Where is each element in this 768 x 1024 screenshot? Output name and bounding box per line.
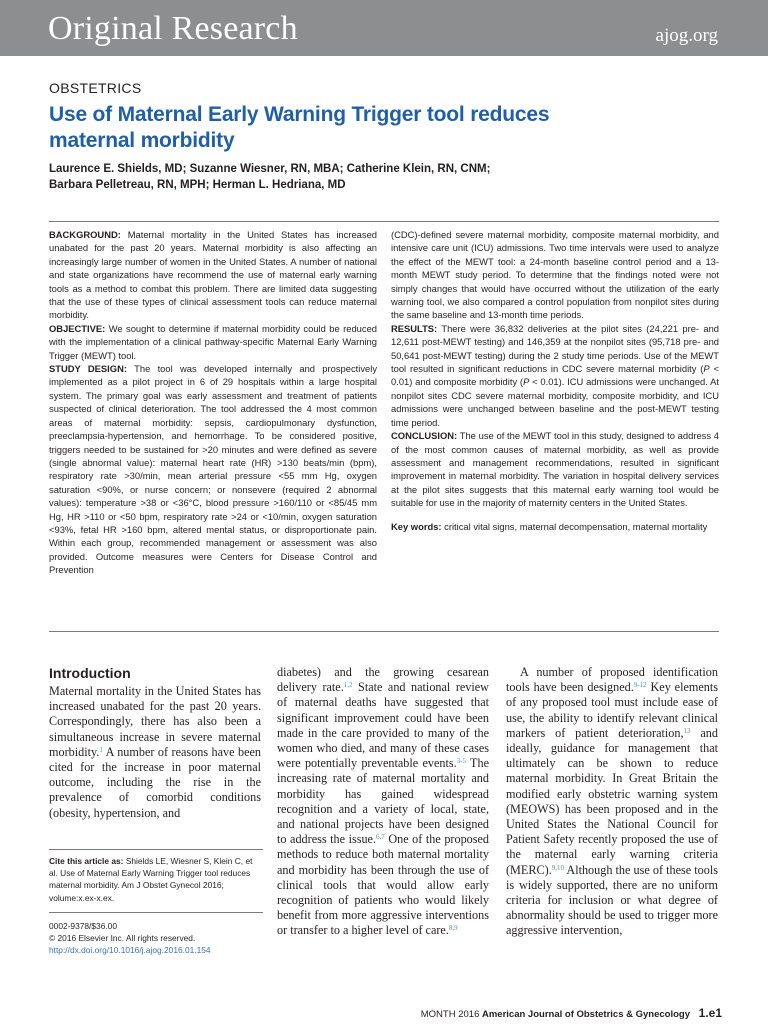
abstract-design-continued: (CDC)-defined severe maternal morbidity, composite maternal morbidity, and intensive care unit (ICU) admissions. Two time intervals were used to analyze the effect of the MEWT tool: a 24-month baseline control period and a 13-month MEWT study period. To determine that the findings noted were not simply changes that would have occurred without the utilization of the early warning tool, we also compared a control population from nonpilot sites during the same baseline and 13-month time periods. — [391, 229, 719, 321]
body-text: Maternal mortality in the United States has increased unabated for the past 20 years. Correspondingly, there has also been a simultaneous increase in severe maternal morbidity. — [49, 684, 261, 759]
body-text: diabetes) and the growing cesarean delivery rate. — [277, 665, 489, 695]
body-column-2 — [277, 665, 489, 939]
reference-link[interactable]: 1 — [99, 745, 103, 754]
citation-box — [49, 855, 263, 904]
results-text-b: < 0.01) and composite morbidity ( — [391, 363, 719, 388]
doi-link[interactable]: http://dx.doi.org/10.1016/j.ajog.2016.01.154 — [49, 945, 211, 955]
reference-link[interactable]: 8,9 — [448, 924, 458, 933]
intro-paragraph-1 — [49, 684, 261, 821]
citation-label: Cite this article as: — [49, 856, 124, 866]
intro-paragraph-1-cont — [277, 665, 489, 939]
footer-date: MONTH 2016 — [420, 1009, 480, 1020]
body-text: One of the proposed methods to reduce both maternal mortality and morbidity has been through the use of clinical tools that would allow early recognition of patients who would likely benefit from more aggressive interventions or transfer to a higher level of care. — [277, 832, 490, 938]
abstract-background — [49, 228, 377, 322]
abstract-objective — [49, 322, 377, 362]
objective-text: We sought to determine if maternal morbidity could be reduced with the implementation of a clinical pathway-specific Maternal Early Warning Trigger (MEWT) tool. — [49, 322, 378, 361]
reference-link[interactable]: 6,7 — [376, 833, 385, 842]
design-text: The tool was developed internally and prospectively implemented as a pilot project in 6 of 29 hospitals within a large hospital system. The primary goal was early assessment and treatment of patients suspected of clinical deterioration. The tool addressed the 4 most common areas of maternal morbidity: sepsis, cardiopulmonary dysfunction, preeclampsia-hypertension, and hemorrhage. To be considered positive, triggers needed to be sustained for >20 minutes and were defined as severe (single abnormal value): maternal heart rate (HR) >130 beats/min (bpm), respiratory rate >30/min, mean arterial pressure <55 mm Hg, oxygen saturation <90%, or nurse concern; or nonsevere (required 2 abnormal values): temperature >38 or <36°C, blood pressure >160/110 or <85/45 mm Hg, HR >110 or <50 bpm, respiratory rate >24 or <10/min, oxygen saturation <93%, fetal HR >160 bpm, altered mental status, or disproportionate pain. Within each group, recommended management or assessment was also provided. Outcome measures were Centers for Disease Control and Prevention — [49, 363, 378, 576]
design-label: STUDY DESIGN: — [49, 363, 127, 375]
results-text-a: There were 36,832 deliveries at the pilot sites (24,221 pre- and 12,611 post-MEWT testing) and 146,359 at the nonpilot sites (95,718 pre- and 50,641 post-MEWT testing) during the 2 study time periods. Use of the MEWT tool resulted in significant reductions in CDC severe maternal morbidity ( — [391, 322, 720, 375]
abstract-left-column — [49, 228, 377, 577]
abstract-conclusion — [391, 429, 719, 509]
author-list — [49, 161, 629, 193]
keywords-text: critical vital signs, maternal decompensation, maternal mortality — [444, 520, 708, 532]
issn-text: 0002-9378/$36.00 — [49, 921, 117, 931]
body-text: A number of proposed identification tools have been designed. — [506, 665, 718, 695]
copyright-text: © 2016 Elsevier Inc. All rights reserved. — [49, 933, 196, 943]
abstract-right-column — [391, 228, 719, 533]
p-symbol: P — [523, 376, 530, 388]
banner-title: Original Research — [48, 10, 298, 47]
reference-link[interactable]: 13 — [683, 726, 691, 735]
body-text: The increasing rate of maternal mortality and morbidity has gained widespread recognition and a variety of local, state, and national projects have been designed to address the issue. — [277, 756, 489, 847]
body-column-1 — [49, 665, 261, 821]
abstract-top-rule — [49, 221, 719, 222]
header-banner — [0, 0, 768, 56]
body-text: A number of reasons have been cited for the increase in poor maternal outcome, including the rise in the prevalence of comorbid conditions (obesity, hypertension, and — [49, 744, 261, 820]
body-text: and ideally, guidance for management that ultimately can be shown to reduce maternal morbidity. In Great Britain the modified early obstetric warning system (MEOWS) has been proposed and in the United States the National Council for Patient Safety recently proposed the use of the maternal early warning criteria (MERC). — [506, 725, 718, 877]
authors-line-2: Barbara Pelletreau, RN, MPH; Herman L. Hedriana, MD — [49, 179, 346, 191]
results-label: RESULTS: — [391, 322, 438, 334]
abstract-results — [391, 322, 719, 429]
authors-line-1: Laurence E. Shields, MD; Suzanne Wiesner, RN, MBA; Catherine Klein, RN, CNM; — [49, 163, 491, 175]
conclusion-label: CONCLUSION: — [391, 430, 458, 442]
publication-info — [49, 920, 263, 956]
conclusion-text: The use of the MEWT tool in this study, designed to address 4 of the most common causes of maternal morbidity, as well as provide assessment and management recommendations, resulted in significant improvement in maternal morbidity. The variation in hospital delivery services at the pilot sites suggests that this maternal early warning tool would be suitable for use in the majority of maternity centers in the United States. — [391, 430, 719, 509]
reference-link[interactable]: 9-12 — [633, 681, 647, 690]
reference-link[interactable]: 3-5 — [456, 757, 466, 766]
keywords-label: Key words: — [391, 520, 442, 532]
body-text: State and national review of maternal deaths have suggested that significant improvement could have been made in the care provided to many of the women who died, and many of these cases were potentially preventable events. — [277, 680, 489, 771]
footer-journal: American Journal of Obstetrics & Gynecology — [482, 1009, 690, 1020]
results-text-c: < 0.01). ICU admissions were unchanged. At nonpilot sites CDC severe maternal morbidity, composite morbidity, and ICU admissions were unchanged between baseline and the post-MEWT testing time period. — [391, 376, 720, 428]
citation-rule — [49, 849, 263, 850]
abstract-bottom-rule — [49, 631, 719, 632]
journal-site-link[interactable]: ajog.org — [655, 25, 718, 46]
abstract-keywords — [391, 520, 719, 533]
reference-link[interactable]: 9,10 — [551, 863, 564, 872]
article-title: Use of Maternal Early Warning Trigger tool reduces maternal morbidity — [49, 103, 550, 152]
background-label: BACKGROUND: — [49, 229, 121, 240]
p-symbol: P — [703, 363, 710, 375]
page-number: 1.e1 — [698, 1006, 722, 1020]
intro-paragraph-2 — [506, 665, 718, 939]
reference-link[interactable]: 1,2 — [343, 681, 353, 690]
section-label: OBSTETRICS — [49, 80, 142, 96]
introduction-heading: Introduction — [49, 665, 131, 681]
page-footer — [421, 1006, 722, 1020]
body-text: Key elements of any proposed tool must include ease of use, the ability to identify relevant clinical markers of patient deterioration, — [506, 680, 718, 740]
citation-text: Shields LE, Wiesner S, Klein C, et al. Use of Maternal Early Warning Trigger tool reduces maternal morbidity. Am J Obstet Gynecol 2016; volume:x.ex-x.ex. — [49, 856, 253, 903]
background-text: Maternal mortality in the United States has increased unabated for the past 20 years. Maternal morbidity is also affecting an increasingly large number of women in the United States. A number of national and state organizations have recommend the use of maternal early warning tools as a method to combat this problem. There are limited data suggesting that the use of these types of clinical assessment tools can reduce maternal morbidity. — [49, 229, 377, 321]
issn-rule — [49, 912, 263, 913]
body-text: Although the use of these tools is widely supported, there are no uniform criteria for inclusion or what degree of abnormality should be used to trigger more aggressive intervention, — [506, 862, 718, 938]
objective-label: OBJECTIVE: — [49, 322, 106, 334]
abstract-study-design — [49, 362, 377, 577]
body-column-3 — [506, 665, 718, 939]
